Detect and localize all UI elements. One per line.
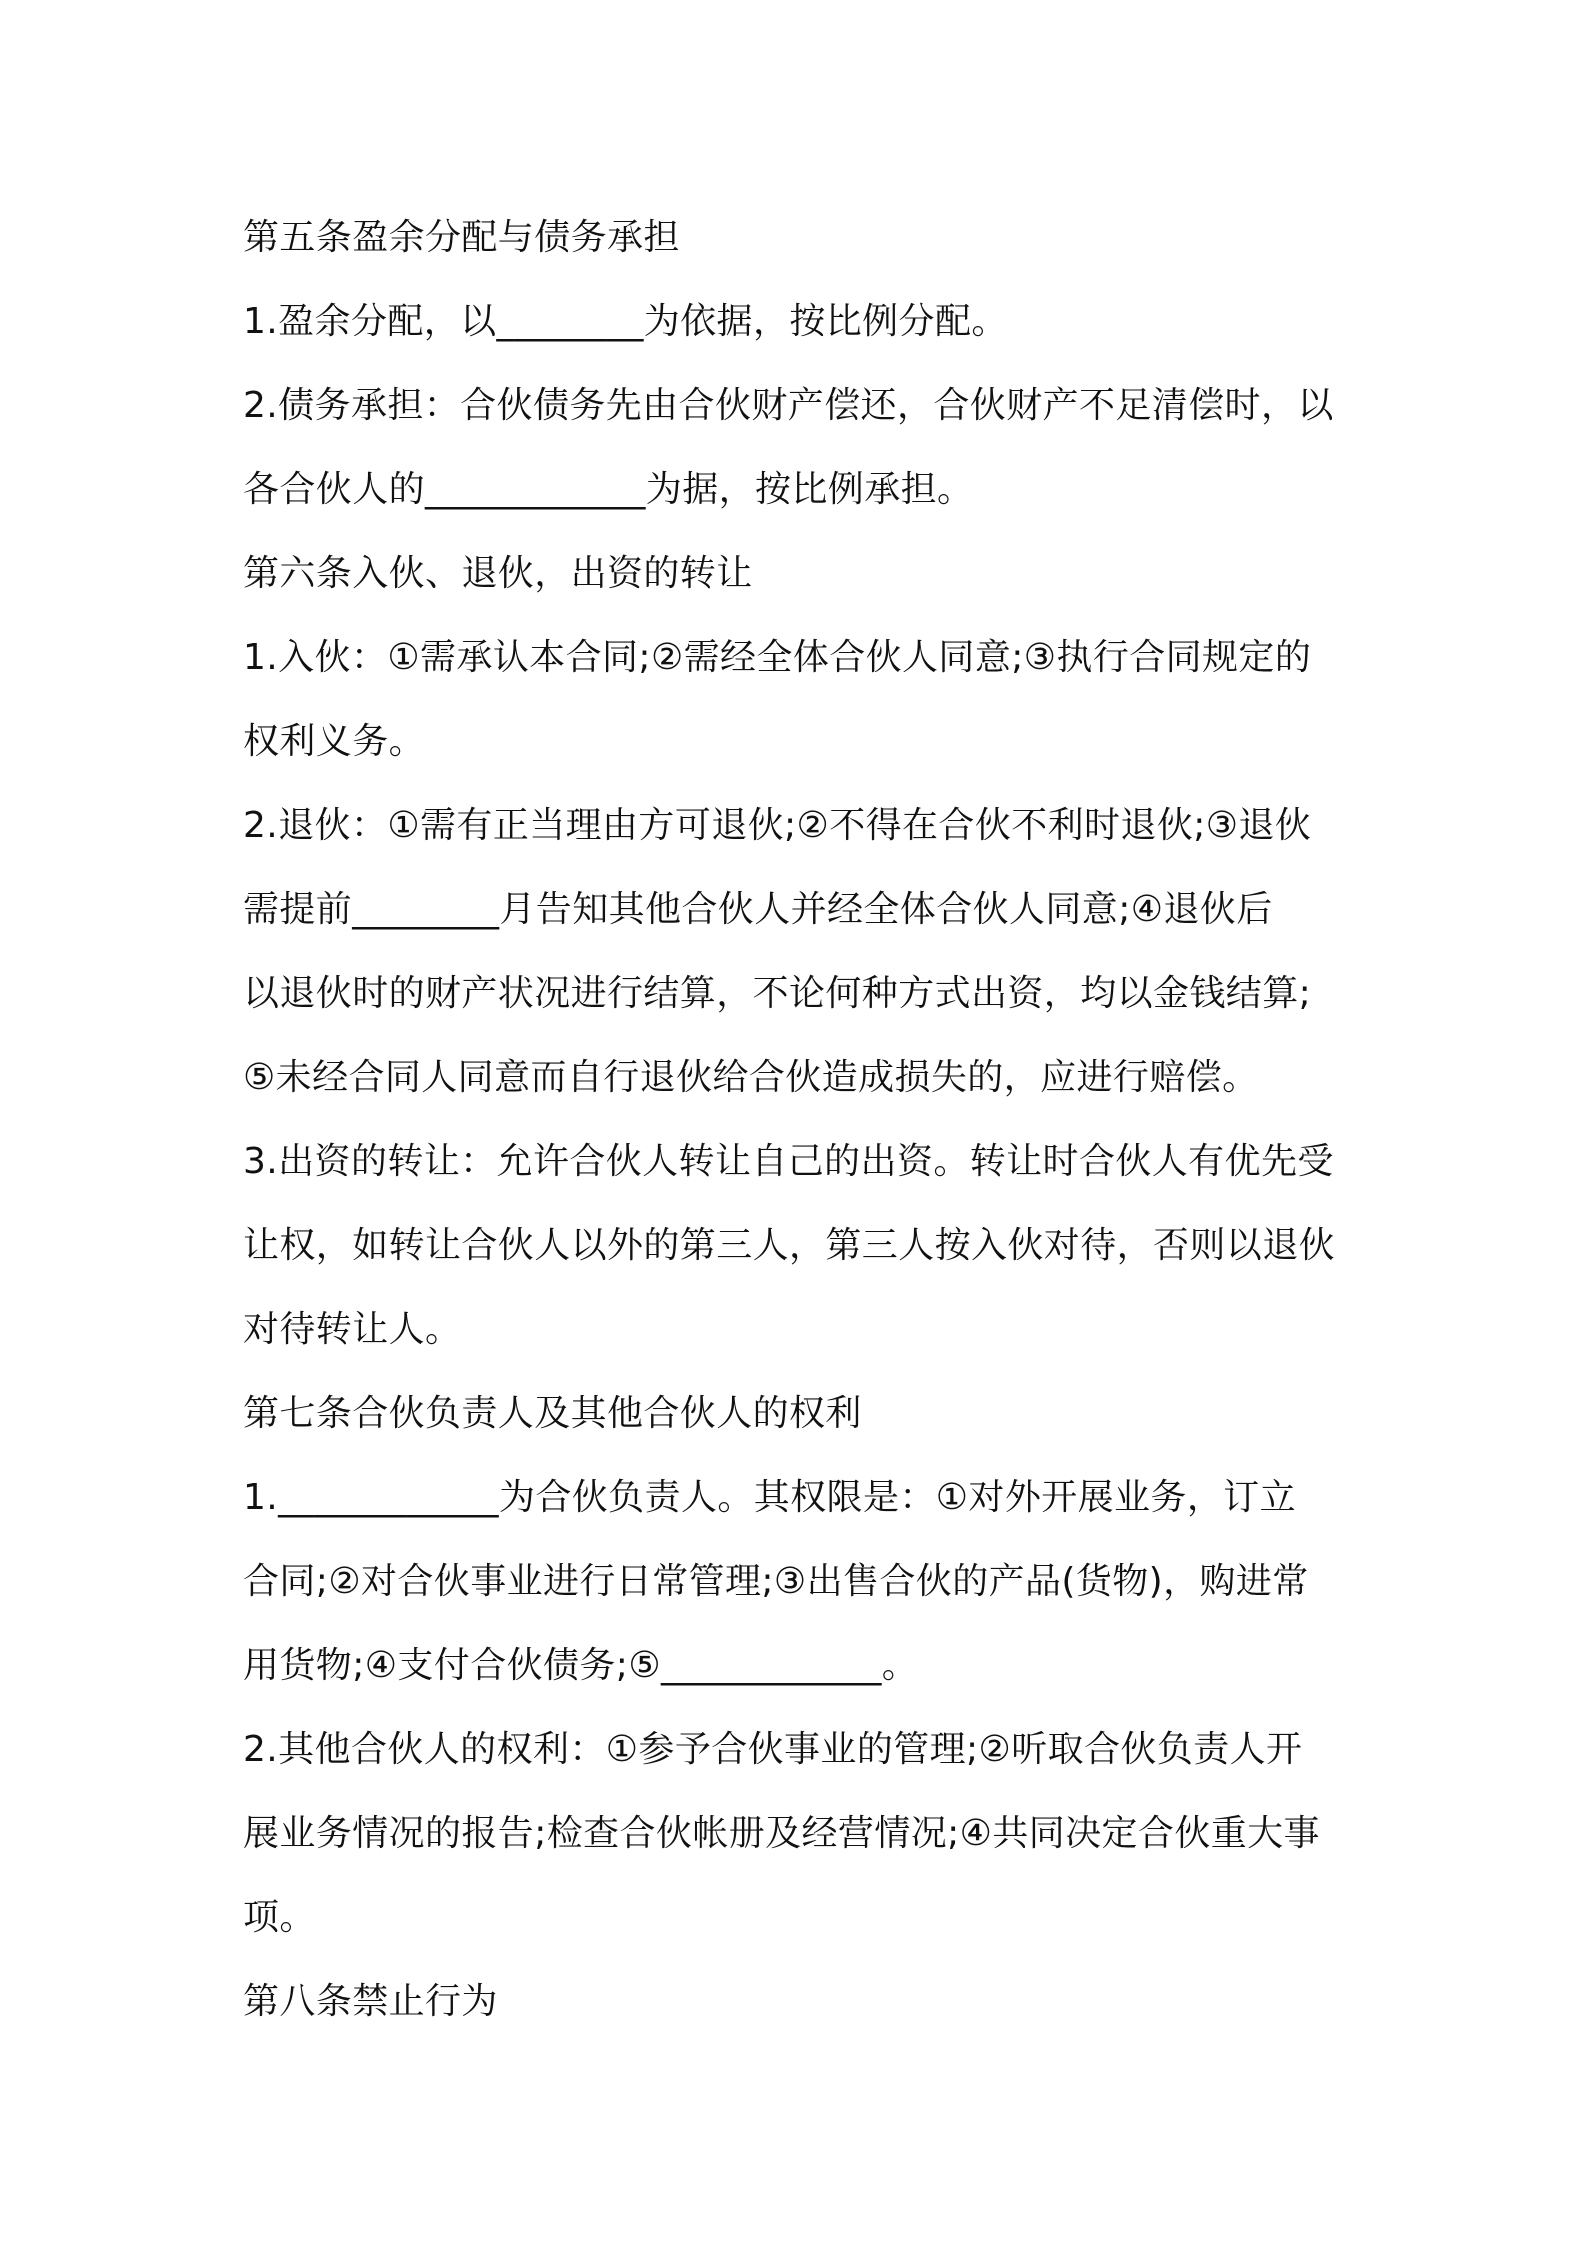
clause-transfer-line-2: 让权，如转让合伙人以外的第三人，第三人按入伙对待，否则以退伙	[243, 1225, 1336, 1266]
clause-partner-rights-line-3: 项。	[243, 1897, 316, 1938]
clause-transfer-line-3: 对待转让人。	[243, 1309, 462, 1350]
clause-manager-line-2: 合同;②对合伙事业进行日常管理;③出售合伙的产品(货物)，购进常	[243, 1561, 1309, 1602]
section-heading-article-7: 第七条合伙负责人及其他合伙人的权利	[243, 1393, 862, 1434]
section-heading-article-6: 第六条入伙、退伙，出资的转让	[243, 553, 753, 594]
clause-withdrawal-line-2: 需提前________月告知其他合伙人并经全体合伙人同意;④退伙后	[243, 889, 1273, 930]
clause-debt-bearing-line-2: 各合伙人的____________为据，按比例承担。	[243, 469, 974, 510]
section-heading-article-5: 第五条盈余分配与债务承担	[243, 217, 680, 258]
section-heading-article-8: 第八条禁止行为	[243, 1981, 498, 2022]
clause-partner-rights-line-2: 展业务情况的报告;检查合伙帐册及经营情况;④共同决定合伙重大事	[243, 1813, 1320, 1854]
clause-joining-line-1: 1.入伙：①需承认本合同;②需经全体合伙人同意;③执行合同规定的	[243, 637, 1312, 678]
clause-withdrawal-line-4: ⑤未经合同人同意而自行退伙给合伙造成损失的，应进行赔偿。	[243, 1057, 1259, 1098]
clause-transfer-line-1: 3.出资的转让：允许合伙人转让自己的出资。转让时合伙人有优先受	[243, 1141, 1334, 1182]
clause-profit-distribution: 1.盈余分配，以________为依据，按比例分配。	[243, 301, 1008, 342]
clause-manager-line-1: 1.____________为合伙负责人。其权限是：①对外开展业务，订立	[243, 1477, 1297, 1518]
clause-partner-rights-line-1: 2.其他合伙人的权利：①参予合伙事业的管理;②听取合伙负责人开	[243, 1729, 1303, 1770]
clause-withdrawal-line-1: 2.退伙：①需有正当理由方可退伙;②不得在合伙不利时退伙;③退伙	[243, 805, 1312, 846]
clause-debt-bearing-line-1: 2.债务承担：合伙债务先由合伙财产偿还，合伙财产不足清偿时，以	[243, 385, 1334, 426]
clause-joining-line-2: 权利义务。	[243, 721, 426, 762]
clause-withdrawal-line-3: 以退伙时的财产状况进行结算，不论何种方式出资，均以金钱结算;	[243, 973, 1312, 1014]
document-page	[243, 196, 1363, 2044]
clause-manager-line-3: 用货物;④支付合伙债务;⑤____________。	[243, 1645, 919, 1686]
